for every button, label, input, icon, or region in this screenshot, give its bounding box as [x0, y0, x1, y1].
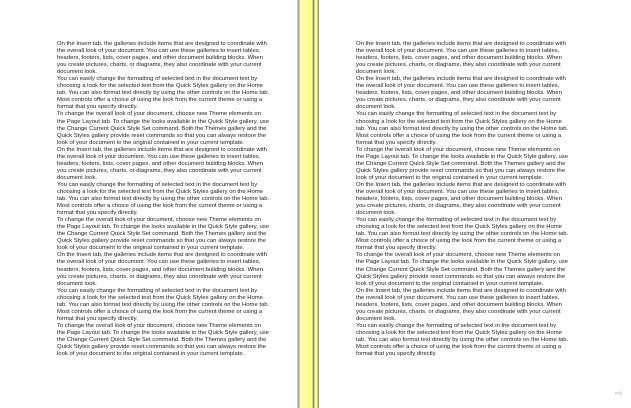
gutter-margin-left: [299, 0, 313, 408]
document-page-right[interactable]: [318, 0, 631, 408]
page-body-text-left[interactable]: On the Insert tab, the galleries include items that are designed to coordinate with the overall look of your document. You can use these galleries to insert tables, headers, footers, lists, cover pages, and other document building blocks. When you create pictures, charts, or diagrams, they also coordinate with your current document look. You can easily change the formatting of selected text in the document text by choosing a look for the selected text from the Quick Styles gallery on the Home tab. You can also format text directly by using the other controls on the Home tab. Most controls offer a choice of using the look from the current theme or using a format that you specify directly. To change the overall look of your document, choose new Theme elements on the Page Layout tab. To change the looks available in the Quick Style gallery, use the Change Current Quick Style Set command. Both the Themes gallery and the Quick Styles gallery provide reset commands so that you can always restore the look of your document to the original contained in your current template. On the Insert tab, the galleries include items that are designed to coordinate with the overall look of your document. You can use these galleries to insert tables, headers, footers, lists, cover pages, and other document building blocks. When you create pictures, charts, or diagrams, they also coordinate with your current document look. You can easily change the formatting of selected text in the document text by choosing a look for the selected text from the Quick Styles gallery on the Home tab. You can also format text directly by using the other controls on the Home tab. Most controls offer a choice of using the look from the current theme or using a format that you specify directly. To change the overall look of your document, choose new Theme elements on the Page Layout tab. To change the looks available in the Quick Style gallery, use the Change Current Quick Style Set command. Both the Themes gallery and the Quick Styles gallery provide reset commands so that you can always restore the look of your document to the original contained in your current template. On the Insert tab, the galleries include items that are designed to coordinate with the overall look of your document. You can use these galleries to insert tables, headers, footers, lists, cover pages, and other document building blocks. When you create pictures, charts, or diagrams, they also coordinate with your current document look. You can easily change the formatting of selected text in the document text by choosing a look for the selected text from the Quick Styles gallery on the Home tab. You can also format text directly by using the other controls on the Home tab. Most controls offer a choice of using the look from the current theme or using a format that you specify directly. To change the overall look of your document, choose new Theme elements on the Page Layout tab. To change the looks available in the Quick Style gallery, use the Change Current Quick Style Set command. Both the Themes gallery and the Quick Styles gallery provide reset commands so that you can always restore the look of your document to the original contained in your current template.: [57, 41, 270, 358]
paste-options-icon[interactable]: ⇨: [615, 389, 623, 399]
document-page-left[interactable]: [0, 0, 298, 408]
page-body-text-right[interactable]: On the Insert tab, the galleries include items that are designed to coordinate with the overall look of your document. You can use these galleries to insert tables, headers, footers, lists, cover pages, and other document building blocks. When you create pictures, charts, or diagrams, they also coordinate with your current document look. On the Insert tab, the galleries include items that are designed to coordinate with the overall look of your document. You can use these galleries to insert tables, headers, footers, lists, cover pages, and other document building blocks. When you create pictures, charts, or diagrams, they also coordinate with your current document look. You can easily change the formatting of selected text in the document text by choosing a look for the selected text from the Quick Styles gallery on the Home tab. You can also format text directly by using the other controls on the Home tab. Most controls offer a choice of using the look from the current theme or using a format that you specify directly. To change the overall look of your document, choose new Theme elements on the Page Layout tab. To change the looks available in the Quick Style gallery, use the Change Current Quick Style Set command. Both the Themes gallery and the Quick Styles gallery provide reset commands so that you can always restore the look of your document to the original contained in your current template. On the Insert tab, the galleries include items that are designed to coordinate with the overall look of your document. You can use these galleries to insert tables, headers, footers, lists, cover pages, and other document building blocks. When you create pictures, charts, or diagrams, they also coordinate with your current document look. You can easily change the formatting of selected text in the document text by choosing a look for the selected text from the Quick Styles gallery on the Home tab. You can also format text directly by using the other controls on the Home tab. Most controls offer a choice of using the look from the current theme or using a format that you specify directly. To change the overall look of your document, choose new Theme elements on the Page Layout tab. To change the looks available in the Quick Style gallery, use the Change Current Quick Style Set command. Both the Themes gallery and the Quick Styles gallery provide reset commands so that you can always restore the look of your document to the original contained in your current template. On the Insert tab, the galleries include items that are designed to coordinate with the overall look of your document. You can use these galleries to insert tables, headers, footers, lists, cover pages, and other document building blocks. When you create pictures, charts, or diagrams, they also coordinate with your current document look. You can easily change the formatting of selected text in the document text by choosing a look for the selected text from the Quick Styles gallery on the Home tab. You can also format text directly by using the other controls on the Home tab. Most controls offer a choice of using the look from the current theme or using a format that you specify directly.: [356, 41, 569, 358]
